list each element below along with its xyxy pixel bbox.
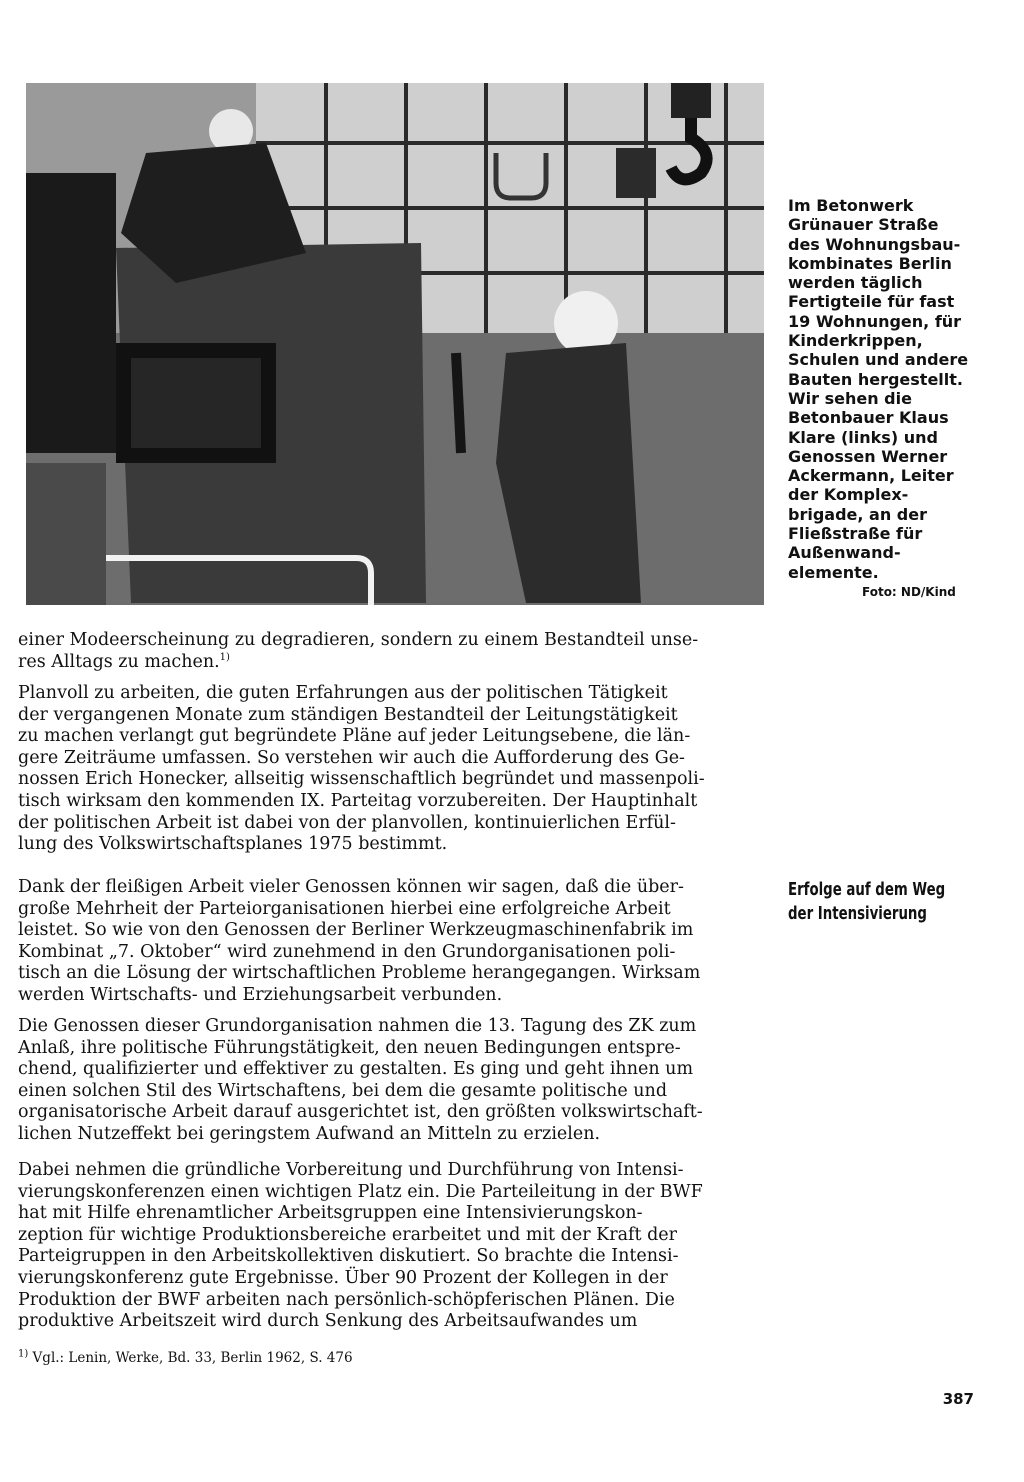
photo-credit: Foto: ND/Kind	[862, 585, 956, 599]
page-number: 387	[942, 1390, 974, 1408]
article-photo	[26, 83, 764, 605]
factory-photo-illustration	[26, 83, 764, 605]
photo-caption	[788, 196, 978, 582]
footnote-mark: 1)	[18, 1348, 29, 1360]
paragraph-5	[18, 1160, 766, 1333]
paragraph-4-text: Die Genossen dieser Grundorganisation nahmen die 13. Tagung des ZK zum Anlaß, ihre politische Führungstätigkeit, den neuen Bedingungen entspre- chend, qualifizierter und effektiver zu gestalten. Es ging und geht ihnen um einen solchen Stil des Wirtschaftens, bei dem die gesamte politische und organisatorische Arbeit darauf ausgerichtet ist, den größten volkswirtschaft- lichen Nutzeffekt bei geringstem Aufwand an Mitteln zu erzielen.	[18, 1016, 703, 1144]
footnote-reference: 1)	[219, 651, 230, 663]
section-heading: Erfolge auf dem Weg der Intensivierung	[788, 879, 946, 924]
paragraph-2-text: Planvoll zu arbeiten, die guten Erfahrungen aus der politischen Tätigkeit der vergangenen Monate zum ständigen Bestandteil der Leitungstätigkeit zu machen verlangt gut begründete Pläne auf jeder Leitungsebene, die län- gere Zeiträume umfassen. So verstehen wir auch die Aufforderung des Ge- nossen Erich Honecker, allseitig wissenschaftlich begründet und massenpoli- tisch wirksam den kommenden IX. Parteitag vorzubereiten. Der Hauptinhalt der politischen Arbeit ist dabei von der planvollen, kontinuierlichen Erfül- lung des Volkswirtschaftsplanes 1975 bestimmt.	[18, 683, 705, 855]
footnote	[18, 1349, 766, 1367]
photo-caption-text: Im Betonwerk Grünauer Straße des Wohnungsbau- kombinates Berlin werden täglich Fertigteile für fast 19 Wohnungen, für Kinderkrippen, Schulen und andere Bauten hergestellt. Wir sehen die Betonbauer Klaus Klare (links) und Genossen Werner Ackermann, Leiter der Komplex- brigade, an der Fließstraße für Außenwand- elemente.	[788, 196, 969, 582]
paragraph-3	[18, 877, 766, 1007]
paragraph-1-text: einer Modeerscheinung zu degradieren, sondern zu einem Bestandteil unse- res Alltags zu machen.	[18, 630, 699, 672]
paragraph-5-text: Dabei nehmen die gründliche Vorbereitung und Durchführung von Intensi- vierungskonferenzen einen wichtigen Platz ein. Die Parteileitung in der BWF hat mit Hilfe ehrenamtlicher Arbeitsgruppen eine Intensivierungskon- zeption für wichtige Produktionsbereiche erarbeitet und mit der Kraft der Parteigruppen in den Arbeitskollektiven diskutiert. So brachte die Intensi- vierungskonferenz gute Ergebnisse. Über 90 Prozent der Kollegen in der Produktion der BWF arbeiten nach persönlich-schöpferischen Plänen. Die produktive Arbeitszeit wird durch Senkung des Arbeitsaufwandes um	[18, 1160, 703, 1332]
paragraph-3-text: Dank der fleißigen Arbeit vieler Genossen können wir sagen, daß die über- große Mehrheit der Parteiorganisationen hierbei eine erfolgreiche Arbeit leistet. So wie von den Genossen der Berliner Werkzeugmaschinenfabrik im Kombinat „7. Oktober“ wird zunehmend in den Grundorganisationen poli- tisch an die Lösung der wirtschaftlichen Probleme herangegangen. Wirksam werden Wirtschafts- und Erziehungsarbeit verbunden.	[18, 877, 701, 1005]
paragraph-4	[18, 1016, 766, 1146]
footnote-text: Vgl.: Lenin, Werke, Bd. 33, Berlin 1962, S. 476	[28, 1350, 353, 1366]
paragraph-2	[18, 683, 766, 856]
paragraph-1	[18, 630, 766, 673]
